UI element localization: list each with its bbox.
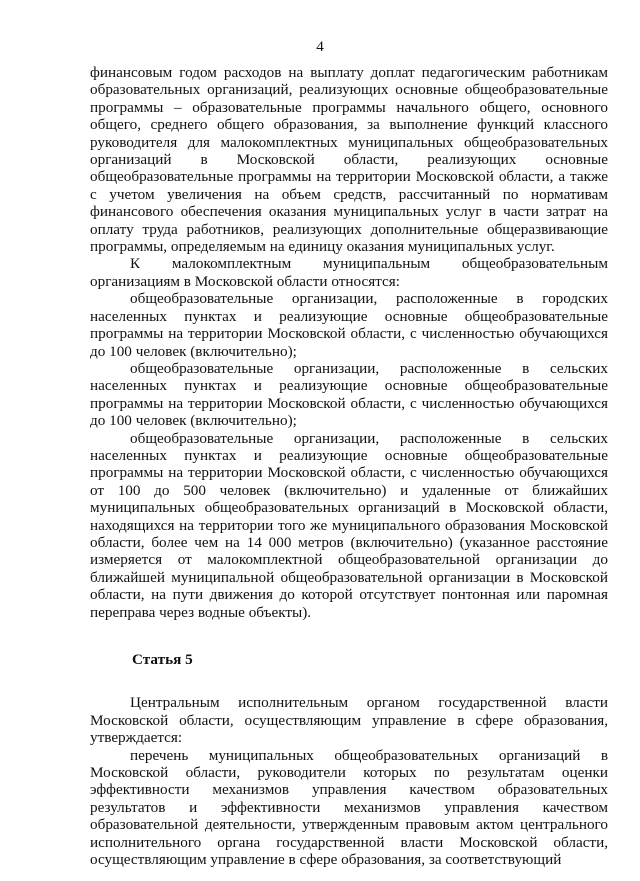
article-paragraph-authority: Центральным исполнительным органом государственной власти Московской области, осуществляющим управление в сфере образования, утверждается: (90, 694, 608, 747)
article-paragraph-list: перечень муниципальных общеобразовательных организаций в Московской области, руководители которых по результатам оценки эффективности механизмов управления качеством образовательных результатов и эффективности механизмов управления качеством образовательной деятельности, утвержденным правовым актом центрального исполнительного органа государственной власти Московской области, осуществляющим управление в сфере образования, за соответствующий (90, 746, 608, 869)
paragraph-continuation: финансовым годом расходов на выплату доплат педагогическим работникам образовательных организаций, реализующих основные общеобразовательные программы – образовательные программы начального общего, основного общего, среднего общего образования, за выполнение функций классного руководителя для малокомплектных муниципальных общеобразовательных организаций в Московской области, реализующих основные общеобразовательные программы на территории Московской области, а также с учетом увеличения на объем средств, рассчитанный по нормативам финансового обеспечения оказания муниципальных услуг в части затрат на оплату труда работников, реализующих дополнительные общеразвивающие программы, определяемым на единицу оказания муниципальных услуг. (90, 64, 608, 256)
document-body (90, 64, 608, 868)
list-item-rural-remote-schools: общеобразовательные организации, расположенные в сельских населенных пунктах и реализующие основные общеобразовательные программы на территории Московской области, с численностью обучающихся от 100 до 500 человек (включительно) и удаленные от ближайших муниципальных общеобразовательных организаций в Московской области, находящихся на территории того же муниципального образования Московской области, более чем на 14 000 метров (включительно) (указанное расстояние измеряется от малокомплектной общеобразовательной организации до ближайшей муниципальной общеобразовательной организации в Московской области, на пути движения до которой отсутствует понтонная или паромная переправа через водные объекты). (90, 429, 608, 621)
paragraph-small-schools-intro: К малокомплектным муниципальным общеобразовательным организациям в Московской области относятся: (90, 255, 608, 290)
page-number: 4 (316, 38, 324, 55)
article-heading: Статья 5 (132, 651, 193, 668)
list-item-rural-schools: общеобразовательные организации, расположенные в сельских населенных пунктах и реализующие основные общеобразовательные программы на территории Московской области, с численностью обучающихся до 100 человек (включительно); (90, 359, 608, 430)
list-item-urban-schools: общеобразовательные организации, расположенные в городских населенных пунктах и реализующие основные общеобразовательные программы на территории Московской области, с численностью обучающихся до 100 человек (включительно); (90, 290, 608, 360)
